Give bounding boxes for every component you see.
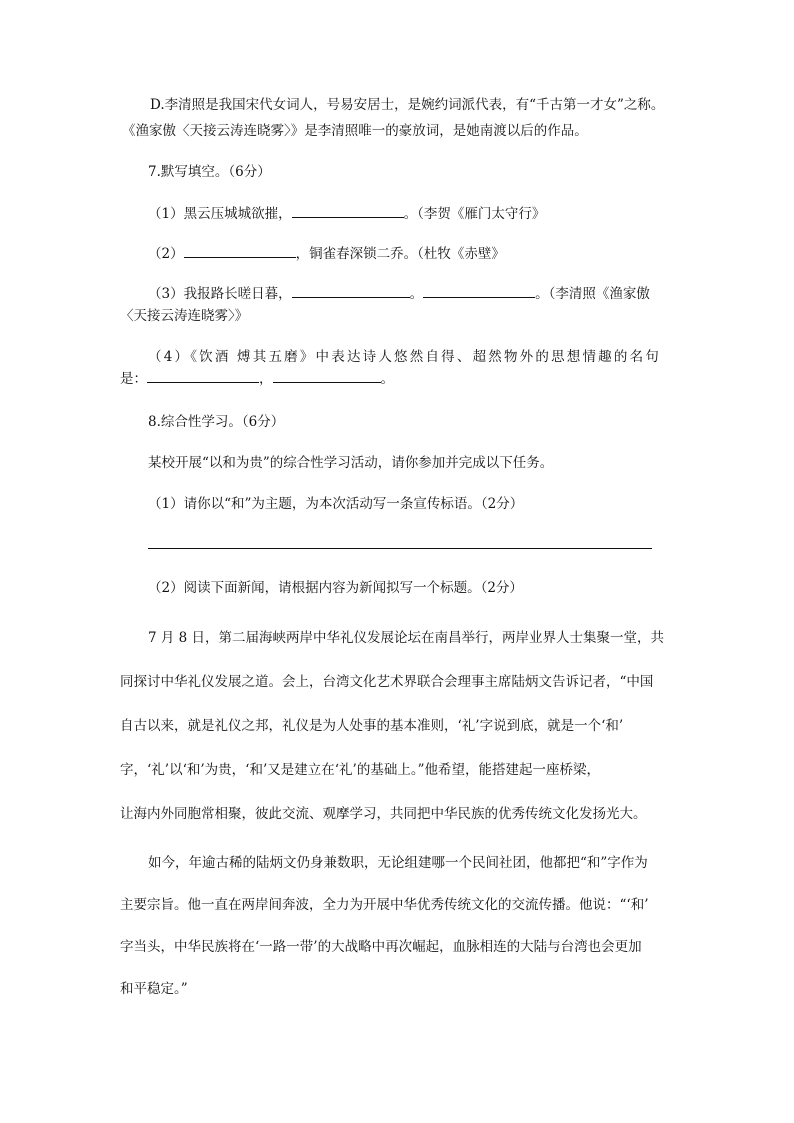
slogan-answer-line[interactable] — [148, 548, 652, 549]
q7-item4-line1: （4）《饮酒 煿其五磨》中表达诗人悠然自得、超然物外的思想情趣的名句 — [148, 349, 660, 365]
q7-item4: （4）《饮酒 煿其五磨》中表达诗人悠然自得、超然物外的思想情趣的名句 是： ， 。 — [120, 346, 660, 390]
q8-task2: （2）阅读下面新闻，请根据内容为新闻拟写一个标题。（2分） — [148, 580, 523, 596]
answer-blank[interactable] — [292, 283, 410, 298]
answer-blank[interactable] — [147, 368, 259, 383]
news-line: 主要宗旨。他一直在两岸间奔波，全力为开展中华优秀传统文化的交流传播。他说：“‘和’ — [120, 897, 649, 913]
q7-item3-line2: 〈天接云涛连晓雾〉》 — [120, 308, 249, 324]
option-d-line2: 《渔家傲〈天接云涛连晓雾〉》是李清照唯一的豪放词，是她南渡以后的作品。 — [122, 123, 588, 139]
option-d — [122, 92, 688, 144]
news-paragraph-2 — [120, 842, 682, 1010]
news-line: 让海内外同胞常相聚，彼此交流、观摩学习，共同把中华民族的优秀传统文化发扬光大。 — [120, 806, 647, 822]
q8-title: 8.综合性学习。（6分） — [148, 414, 285, 430]
answer-blank[interactable] — [273, 368, 381, 383]
answer-blank[interactable] — [423, 283, 535, 298]
answer-blank[interactable] — [184, 243, 296, 258]
option-d-line1: D.李清照是我国宋代女词人，号易安居士，是婉约词派代表，有“千古第一才女”之称。 — [150, 97, 665, 113]
news-paragraph-1 — [120, 616, 682, 836]
news-line: 字当头，中华民族将在‘一路一带’的大战略中再次崛起，血脉相连的大陆与台湾也会更加 — [120, 939, 642, 955]
q7-item2: （2） ，铜雀春深锁二乔。（杜牧《赤壁》 — [120, 242, 680, 262]
q8-intro: 某校开展“以和为贵”的综合性学习活动，请你参加并完成以下任务。 — [148, 455, 554, 471]
news-line: 字，‘礼’以‘和’为贵，‘和’又是建立在‘礼’的基础上。”他希望，能搭建起一座桥梁， — [120, 762, 600, 778]
news-line: 同探讨中华礼仪发展之道。会上，台湾文化艺术界联合会理事主席陆炳文告诉记者，“中国 — [120, 674, 654, 690]
news-line: 自古以来，就是礼仪之邦，礼仪是为人处事的基本准则，‘礼’字说到底，就是一个‘和’ — [120, 718, 624, 734]
news-line: 如今，年逾古稀的陆炳文仍身兼数职，无论组建哪一个民间社团，他都把“和”字作为 — [148, 855, 648, 871]
q7-title: 7.默写填空。（6分） — [148, 164, 271, 180]
news-line: 7 月 8 日，第二届海峡两岸中华礼仪发展论坛在南昌举行，两岸业界人士集聚一堂，共 — [148, 630, 665, 646]
news-line: 和平稳定。” — [120, 981, 188, 997]
q8-task1: （1）请你以“和”为主题，为本次活动写一条宣传标语。（2分） — [148, 496, 524, 512]
q7-item1: （1）黑云压城城欲摧， 。（李贺《雁门太守行》 — [120, 202, 680, 222]
q7-item3: （3）我报路长嗟日暮， 。 。（李清照《渔家傲 〈天接云涛连晓雾〉》 — [120, 283, 690, 327]
answer-blank[interactable] — [292, 203, 404, 218]
